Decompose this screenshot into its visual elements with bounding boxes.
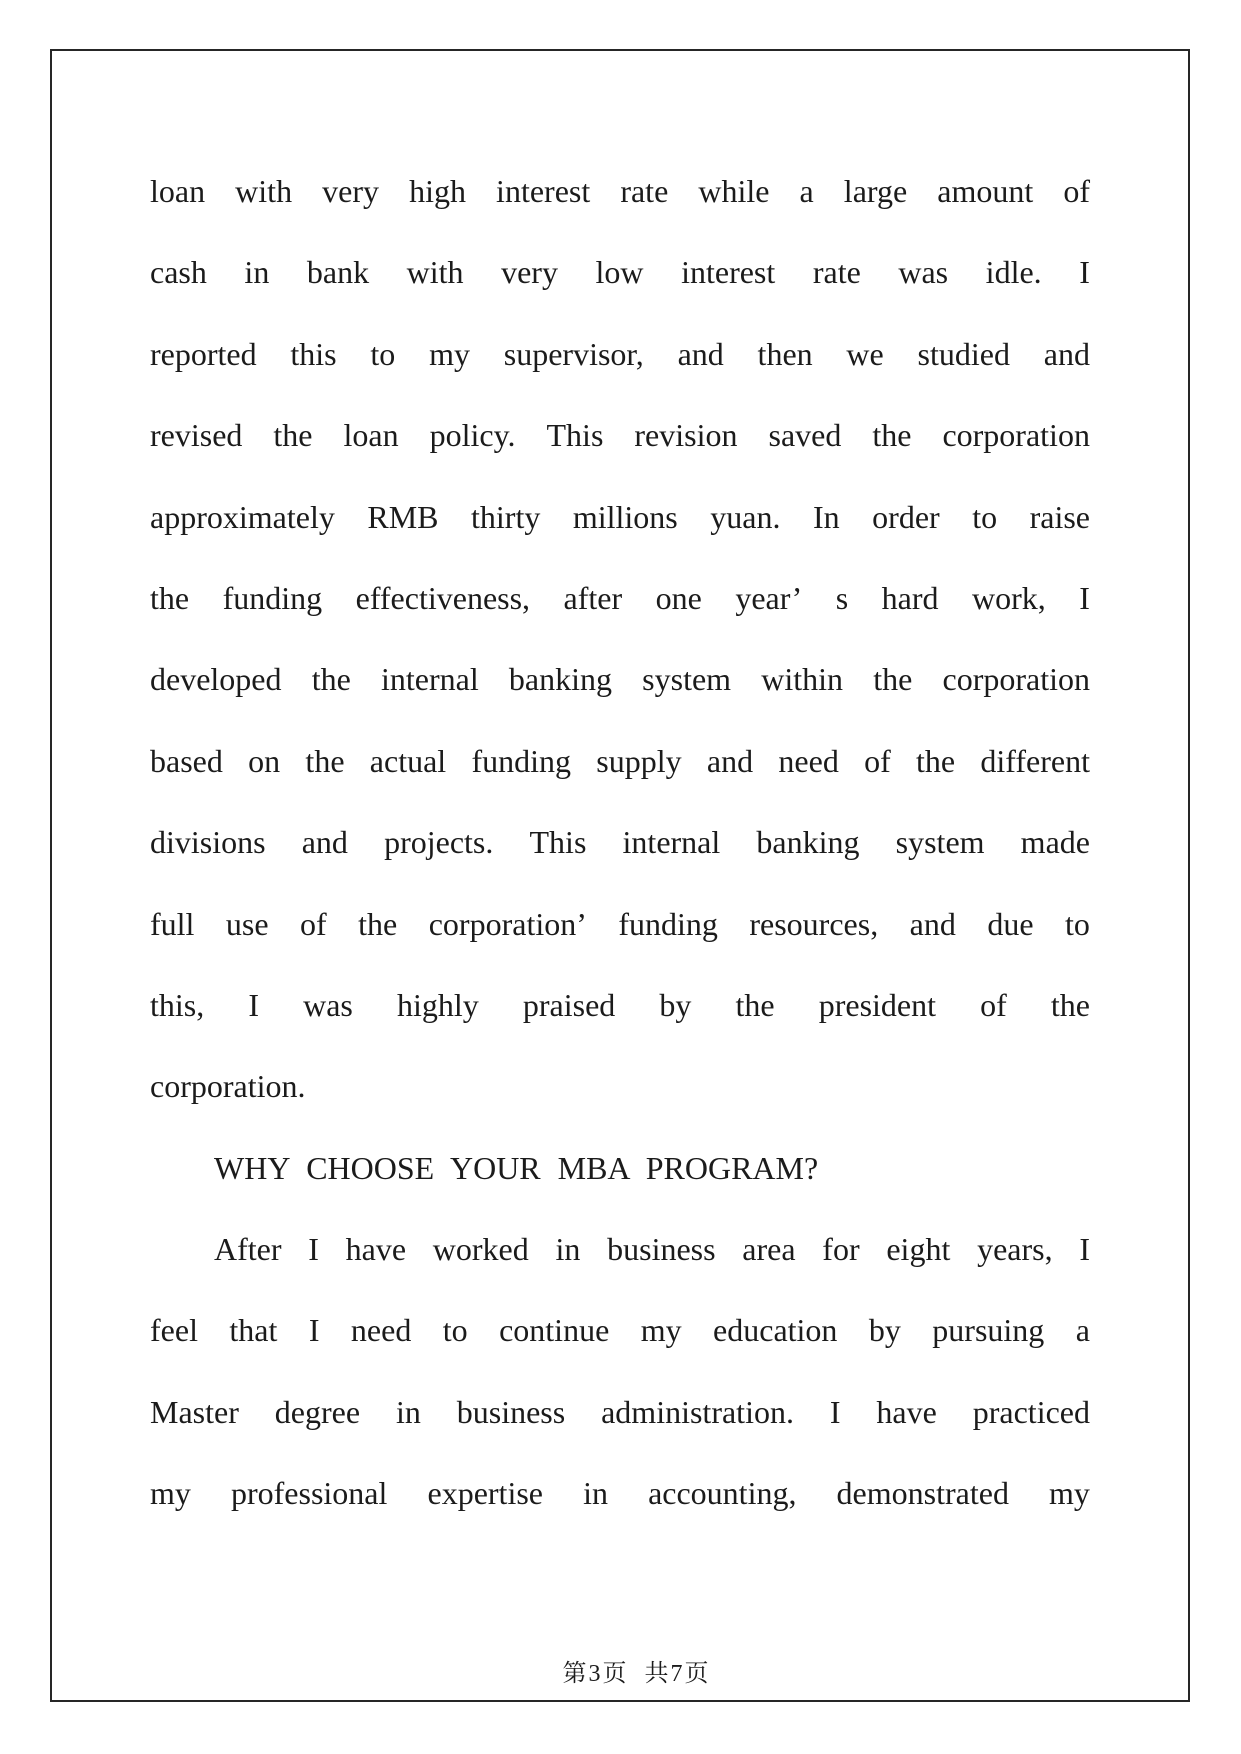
word: thirty bbox=[471, 498, 541, 535]
word: I bbox=[1079, 1231, 1090, 1268]
word: high bbox=[409, 173, 466, 209]
word: Master bbox=[150, 1393, 239, 1430]
word: continue bbox=[499, 1312, 610, 1349]
word: reported bbox=[150, 335, 257, 372]
word: loan bbox=[343, 417, 399, 454]
word: of bbox=[864, 742, 891, 779]
word: divisions bbox=[150, 824, 266, 861]
word: raise bbox=[1029, 498, 1090, 535]
word: need bbox=[350, 1312, 412, 1349]
word: need bbox=[778, 742, 839, 779]
word: that bbox=[229, 1312, 278, 1349]
page-number-text: 第3页 共7页 bbox=[562, 1661, 711, 1687]
word: supervisor, bbox=[503, 335, 644, 372]
word: rate bbox=[620, 173, 669, 209]
word: revision bbox=[634, 417, 738, 454]
word: year’ bbox=[735, 579, 803, 616]
word: hard bbox=[881, 579, 939, 616]
text-line bbox=[150, 639, 1090, 720]
word: with bbox=[235, 173, 293, 209]
word: After bbox=[214, 1231, 282, 1268]
word: to bbox=[442, 1312, 468, 1349]
word: eight bbox=[886, 1231, 951, 1268]
word: my bbox=[1049, 1475, 1090, 1512]
word: of bbox=[980, 986, 1007, 1023]
word: cash bbox=[150, 254, 207, 291]
word: degree bbox=[274, 1393, 361, 1430]
word: banking bbox=[756, 824, 860, 861]
word: on bbox=[248, 742, 281, 779]
word: banking bbox=[508, 661, 612, 698]
word: saved bbox=[768, 417, 842, 454]
word: different bbox=[980, 742, 1090, 779]
word: to bbox=[370, 335, 396, 372]
word: and bbox=[706, 742, 754, 779]
word: pursuing bbox=[932, 1312, 1045, 1349]
word: professional bbox=[230, 1475, 388, 1512]
document-body bbox=[150, 151, 1090, 1535]
word: resources, bbox=[749, 905, 879, 942]
word: with bbox=[406, 254, 464, 291]
word: effectiveness, bbox=[355, 579, 531, 616]
word: rate bbox=[812, 254, 861, 291]
word: idle. bbox=[985, 254, 1042, 291]
word: business bbox=[456, 1393, 566, 1430]
text-line bbox=[150, 395, 1090, 476]
word: In bbox=[812, 498, 840, 535]
text-line bbox=[150, 151, 1090, 232]
word: accounting, bbox=[648, 1475, 797, 1512]
word: and bbox=[677, 335, 724, 372]
word: of bbox=[300, 905, 327, 942]
text-line: WHY CHOOSE YOUR MBA PROGRAM? bbox=[214, 1149, 819, 1186]
word: I bbox=[248, 986, 259, 1023]
word: demonstrated bbox=[836, 1475, 1009, 1512]
word: projects. bbox=[384, 824, 494, 861]
word: full bbox=[150, 905, 195, 942]
word: this, bbox=[150, 986, 205, 1023]
word: I bbox=[829, 1393, 841, 1430]
word: by bbox=[868, 1312, 901, 1349]
word: the bbox=[916, 742, 956, 779]
word: corporation bbox=[942, 661, 1090, 698]
word: I bbox=[1079, 579, 1090, 616]
text-line bbox=[150, 721, 1090, 802]
word: made bbox=[1020, 824, 1090, 861]
word: the bbox=[358, 905, 398, 942]
word: system bbox=[642, 661, 732, 698]
word: the bbox=[273, 417, 313, 454]
word: of bbox=[1063, 173, 1090, 209]
word: after bbox=[563, 579, 623, 616]
word: corporation bbox=[942, 417, 1090, 454]
word: the bbox=[311, 661, 351, 698]
word: the bbox=[150, 579, 190, 616]
word: loan bbox=[150, 173, 206, 209]
word: This bbox=[529, 824, 587, 861]
word: practiced bbox=[972, 1393, 1090, 1430]
word: highly bbox=[396, 986, 479, 1023]
word: in bbox=[583, 1475, 608, 1512]
word: approximately bbox=[150, 498, 335, 535]
word: was bbox=[898, 254, 949, 291]
word: a bbox=[1075, 1312, 1090, 1349]
text-line bbox=[150, 1453, 1090, 1534]
word: low bbox=[595, 254, 644, 291]
word: within bbox=[761, 661, 844, 698]
word: interest bbox=[681, 254, 776, 291]
word: my bbox=[150, 1475, 191, 1512]
word: yuan. bbox=[710, 498, 781, 535]
word: supply bbox=[596, 742, 682, 779]
word: in bbox=[244, 254, 270, 291]
word: very bbox=[322, 173, 379, 209]
word: the bbox=[873, 661, 913, 698]
word: amount bbox=[937, 173, 1034, 209]
word: bank bbox=[306, 254, 370, 291]
word: funding bbox=[222, 579, 323, 616]
word: administration. bbox=[601, 1393, 794, 1430]
word: RMB bbox=[367, 498, 439, 535]
word: years, bbox=[977, 1231, 1053, 1268]
word: business bbox=[607, 1231, 716, 1268]
word: was bbox=[303, 986, 353, 1023]
word: then bbox=[757, 335, 813, 372]
word: this bbox=[290, 335, 337, 372]
word: studied bbox=[917, 335, 1010, 372]
text-line bbox=[150, 314, 1090, 395]
word: I bbox=[308, 1312, 320, 1349]
word: the bbox=[735, 986, 775, 1023]
word: and bbox=[1043, 335, 1090, 372]
word: have bbox=[876, 1393, 937, 1430]
word: praised bbox=[522, 986, 616, 1023]
word: I bbox=[308, 1231, 319, 1268]
word: policy. bbox=[429, 417, 516, 454]
word: system bbox=[895, 824, 985, 861]
word: millions bbox=[572, 498, 678, 535]
text-line bbox=[150, 232, 1090, 313]
text-line bbox=[150, 884, 1090, 965]
word: developed bbox=[150, 661, 282, 698]
word: worked bbox=[432, 1231, 529, 1268]
text-line bbox=[150, 1372, 1090, 1453]
word: This bbox=[546, 417, 604, 454]
word: use bbox=[225, 905, 269, 942]
word: and bbox=[301, 824, 348, 861]
word: s bbox=[835, 579, 849, 616]
word: internal bbox=[622, 824, 721, 861]
text-line bbox=[150, 558, 1090, 639]
word: president bbox=[818, 986, 936, 1023]
word: the bbox=[872, 417, 912, 454]
word: a bbox=[799, 173, 814, 209]
word: feel bbox=[150, 1312, 198, 1349]
word: large bbox=[843, 173, 908, 209]
word: to bbox=[1065, 905, 1090, 942]
word: for bbox=[822, 1231, 860, 1268]
word: in bbox=[395, 1393, 421, 1430]
word: area bbox=[742, 1231, 796, 1268]
word: we bbox=[846, 335, 884, 372]
word: and bbox=[909, 905, 956, 942]
word: due bbox=[987, 905, 1034, 942]
word: interest bbox=[496, 173, 591, 209]
text-line bbox=[150, 802, 1090, 883]
word: to bbox=[972, 498, 998, 535]
word: I bbox=[1079, 254, 1090, 291]
word: by bbox=[659, 986, 692, 1023]
word: have bbox=[345, 1231, 407, 1268]
text-line bbox=[150, 1209, 1090, 1290]
word: the bbox=[305, 742, 345, 779]
word: my bbox=[429, 335, 470, 372]
word: based bbox=[150, 742, 223, 779]
word: very bbox=[501, 254, 558, 291]
word: funding bbox=[618, 905, 718, 942]
page-border-frame bbox=[50, 49, 1190, 1702]
word: actual bbox=[369, 742, 447, 779]
word: one bbox=[655, 579, 702, 616]
word: order bbox=[872, 498, 940, 535]
word: education bbox=[713, 1312, 838, 1349]
word: internal bbox=[380, 661, 479, 698]
text-line bbox=[150, 1290, 1090, 1371]
page-footer bbox=[0, 1626, 1241, 1722]
word: while bbox=[698, 173, 770, 209]
text-line: corporation. bbox=[150, 1068, 306, 1105]
text-line bbox=[150, 477, 1090, 558]
word: in bbox=[555, 1231, 581, 1268]
text-line bbox=[150, 965, 1090, 1046]
word: expertise bbox=[427, 1475, 543, 1512]
word: work, bbox=[971, 579, 1046, 616]
word: the bbox=[1050, 986, 1090, 1023]
word: corporation’ bbox=[428, 905, 587, 942]
word: revised bbox=[150, 417, 243, 454]
word: funding bbox=[471, 742, 572, 779]
word: my bbox=[640, 1312, 682, 1349]
